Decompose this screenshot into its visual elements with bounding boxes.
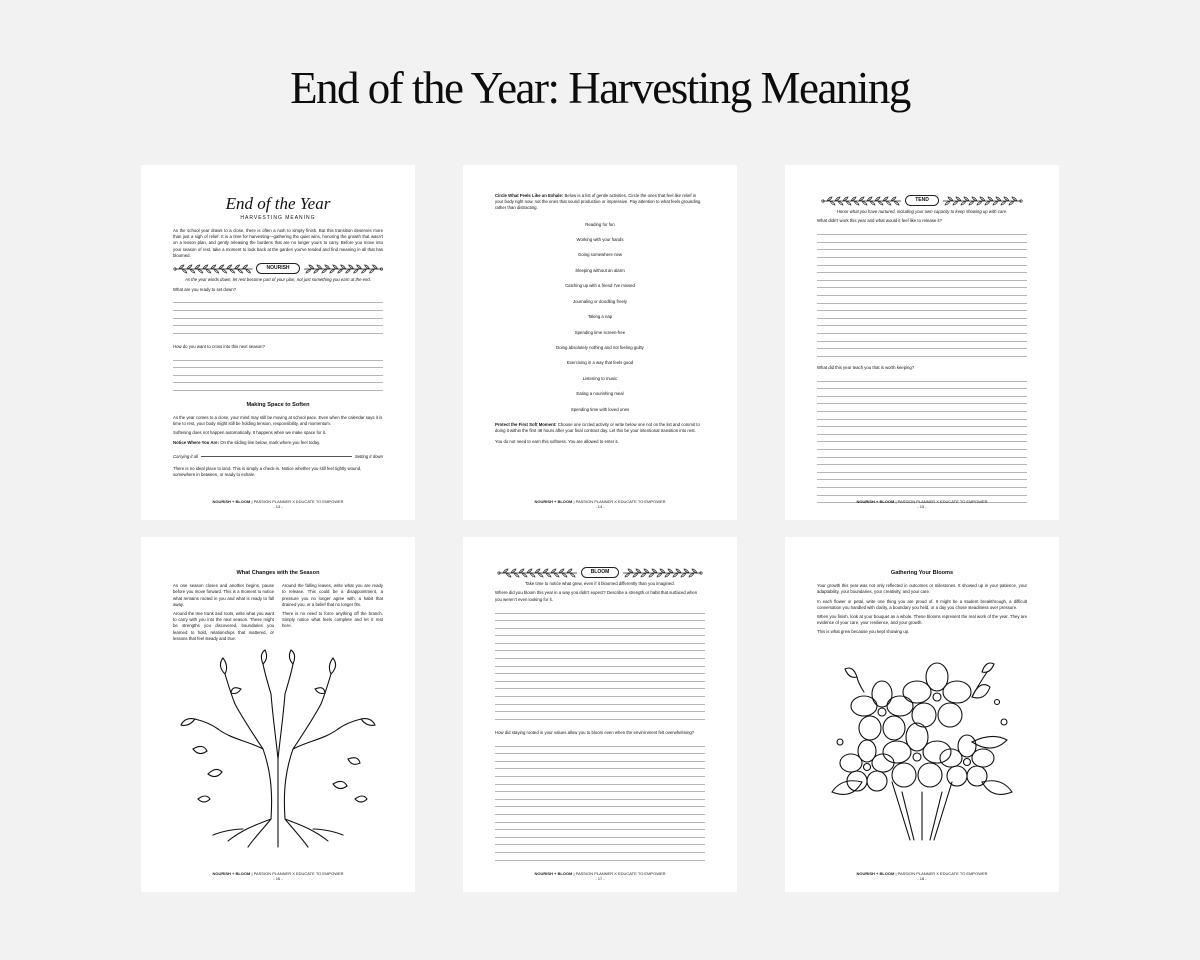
page-number: - 14 - [595,504,605,510]
writing-line[interactable] [495,659,705,667]
writing-line[interactable] [495,629,705,637]
writing-line[interactable] [817,420,1027,428]
paragraph: Around the tree trunk and roots, write what you want to carry with you into the next season. These might be strengths you discovered, boundaries you learned to hold, relationships that mattered, or lessons that feel steady and true. [173,610,274,641]
intro-text: As the school year draws to a close, there is often a rush to simply finish. But this transition deserves more than just a sigh of relief. It is a time for harvesting—gathering the quiet wins, honoring the growth that wasn't on a lesson plan, and gently releasing the burdens that are no longer yours to carry. Before you move into your season of rest, take a moment to look back at the garden you've tended and find meaning in all that has bloomed. [173,227,383,258]
page-footer: NOURISH + BLOOM | PASSION PLANNER X EDUCATE TO EMPOWER - 17 - [534,870,666,882]
writing-line[interactable] [495,830,705,838]
writing-line[interactable] [817,319,1027,327]
writing-line[interactable] [495,754,705,762]
page-number: - 18 - [917,876,927,882]
paragraph: There is no need to force anything off the branch. Simply notice what feels complete and let it rest here. [282,610,383,629]
writing-line[interactable] [817,442,1027,450]
vine-left-icon [173,264,254,274]
writing-line[interactable] [817,450,1027,458]
closing-text: You do not need to earn this softness. You are allowed to enter it. [495,439,619,445]
writing-line[interactable] [817,374,1027,382]
writing-line[interactable] [495,705,705,713]
activity-item[interactable]: Eating a nourishing meal [576,391,624,397]
paragraph: As one season closes and another begins, pause before you move forward. This is a moment to notice what remains rooted in you and what is ready to fall away. [173,583,274,607]
activity-item[interactable]: Reading for fun [585,221,615,227]
main-title: End of the Year: Harvesting Meaning [290,63,910,113]
page-footer: NOURISH + BLOOM | PASSION PLANNER X EDUCATE TO EMPOWER - 14 - [534,498,666,510]
writing-line[interactable] [817,412,1027,420]
writing-line[interactable] [817,266,1027,274]
vine-divider [173,263,383,274]
writing-line[interactable] [817,389,1027,397]
paragraph: Around the falling leaves, write what you are ready to release. This could be a disappointment, a pressure you no longer agree with, a habit that drained you, or a belief that no longer fits. [282,583,383,607]
writing-line[interactable] [817,404,1027,412]
writing-line[interactable] [495,712,705,720]
slider-right-label: Setting it down [354,453,383,459]
page-number: - 17 - [595,876,605,882]
writing-line[interactable] [173,311,383,319]
notice-text: Notice Where You Are: On the sliding line below, mark where you feel today. [173,439,321,445]
vine-right-icon [302,264,383,274]
paragraph: In each flower or petal, write one thing you are proud of. It might be a student breakthrough, a difficult conversation you handled with clarity, a boundary you held, or a day you chose steadiness over pressure. [817,598,1027,610]
writing-line[interactable] [495,636,705,644]
writing-line[interactable] [817,435,1027,443]
activity-item[interactable]: Listening to music [582,375,618,381]
page-18 [785,537,1059,892]
writing-line[interactable] [173,296,383,304]
writing-line[interactable] [495,674,705,682]
page-number: - 15 - [917,504,927,510]
writing-line[interactable] [173,376,383,384]
section-heading: What Changes with the Season [236,570,320,576]
badge-caption: As the year winds down, let rest become part of your plan, not just something you earn at the end. [184,277,372,283]
writing-line[interactable] [817,228,1027,236]
page-number: - 16 - [273,876,283,882]
writing-line[interactable] [495,792,705,800]
paragraph: Your growth this year was not only reflected in outcomes or milestones. It showed up in your patience, your adaptability, your boundaries, your creativity, and your care. [817,583,1027,595]
writing-line[interactable] [817,304,1027,312]
page-footer: NOURISH + BLOOM | PASSION PLANNER X EDUCATE TO EMPOWER - 18 - [856,870,988,882]
activity-item[interactable]: Catching up with a friend I've missed [565,283,635,289]
writing-line[interactable] [817,326,1027,334]
writing-line[interactable] [495,689,705,697]
writing-line[interactable] [495,800,705,808]
two-columns [173,583,383,645]
section-heading: Gathering Your Blooms [890,570,954,576]
writing-line[interactable] [495,815,705,823]
tree-illustration[interactable] [173,649,383,849]
writing-line[interactable] [173,353,383,361]
writing-lines[interactable] [495,739,705,861]
paragraph: As the year comes to a close, your mind may still be moving at school pace. Even when the calendar says it is time to rest, your body might still be holding tension, responsibility, and momentum. [173,414,383,427]
nourish-badge: NOURISH [256,263,299,274]
writing-line[interactable] [817,427,1027,435]
paragraph: There is no ideal place to land. This is simply a check-in. Notice whether you still feel tightly wound, somewhere in between, or ready to exhale. [173,466,362,478]
writing-line[interactable] [817,288,1027,296]
writing-line[interactable] [495,606,705,614]
activity-list [495,222,705,413]
writing-line[interactable] [495,769,705,777]
activity-item[interactable]: Spending time screen-free [574,329,626,335]
writing-line[interactable] [495,651,705,659]
writing-line[interactable] [817,349,1027,357]
page-footer: NOURISH + BLOOM | PASSION PLANNER X EDUCATE TO EMPOWER - 16 - [212,870,344,882]
page-footer: NOURISH + BLOOM | PASSION PLANNER X EDUCATE TO EMPOWER - 13 - [212,498,344,510]
writing-line[interactable] [173,383,383,391]
badge-caption: Take time to notice what grew, even if it bloomed differently than you imagined. [525,581,675,587]
writing-line[interactable] [173,303,383,311]
page-14 [463,165,737,520]
writing-line[interactable] [817,397,1027,405]
page-13 [141,165,415,520]
page-16 [141,537,415,892]
tend-badge: TEND [905,195,939,206]
activity-item[interactable]: Sleeping without an alarm [575,267,625,273]
question-1: What didn't work this year and what would it feel like to release it? [817,218,943,224]
writing-line[interactable] [817,311,1027,319]
page-subtitle: HARVESTING MEANING [240,214,316,221]
writing-line[interactable] [173,361,383,369]
vine-left-icon [497,568,579,578]
writing-lines[interactable] [817,374,1027,503]
writing-line[interactable] [817,488,1027,496]
writing-line[interactable] [817,281,1027,289]
vine-right-icon [621,568,703,578]
slider-track[interactable] [201,456,352,457]
vine-left-icon [821,196,903,206]
writing-line[interactable] [495,747,705,755]
mood-slider[interactable] [173,454,383,460]
vine-right-icon [941,196,1023,206]
badge-caption: Honor what you have nurtured, including your own capacity to keep showing up with care. [836,209,1008,215]
writing-line[interactable] [495,667,705,675]
writing-line[interactable] [495,682,705,690]
bouquet-illustration[interactable] [822,642,1022,842]
protect-text: Protect the First Soft Moment: Choose one circled activity or write below one not on the list and commit to doing it within the first 48 hours after your final contract day. Let this be your intentional transition into rest. [495,421,700,434]
writing-line[interactable] [817,250,1027,258]
vine-divider [817,195,1027,206]
writing-line[interactable] [817,342,1027,350]
question-1: Where did you bloom this year in a way you didn't expect? Describe a strength or habit that surfaced when you weren't even looking for it. [495,590,698,602]
writing-line[interactable] [817,473,1027,481]
writing-line[interactable] [817,334,1027,342]
question-2: How do you want to cross into this next season? [173,343,265,349]
writing-line[interactable] [817,296,1027,304]
writing-line[interactable] [495,777,705,785]
writing-line[interactable] [495,807,705,815]
page-17 [463,537,737,892]
writing-line[interactable] [817,480,1027,488]
writing-line[interactable] [495,845,705,853]
writing-line[interactable] [495,853,705,861]
activity-item[interactable]: Working with your hands [576,237,624,243]
writing-line[interactable] [173,319,383,327]
writing-line[interactable] [173,368,383,376]
paragraph: This is what grew because you kept showing up. [817,629,910,635]
writing-line[interactable] [495,785,705,793]
section-heading: Making Space to Soften [246,401,310,408]
activity-item[interactable]: Going somewhere new [578,252,622,258]
activity-item[interactable]: Doing absolutely nothing and not feeling guilty [556,344,644,350]
writing-line[interactable] [817,458,1027,466]
writing-line[interactable] [495,644,705,652]
writing-line[interactable] [173,326,383,334]
writing-lines[interactable] [495,606,705,720]
activity-item[interactable]: Spending time with loved ones [570,406,630,412]
page-15 [785,165,1059,520]
page-title: End of the Year [225,194,331,213]
writing-lines[interactable] [173,296,383,334]
intro-text: Circle What Feels Like an Exhale: Below is a list of gentle activities. Circle the ones that feel like relief in your body right now, not the ones that sound productive or impressive. Pay attention to what feels grounding rather than distracting. [495,193,701,211]
bloom-badge: BLOOM [581,567,620,578]
writing-line[interactable] [817,273,1027,281]
writing-line[interactable] [495,762,705,770]
activity-item[interactable]: Journaling or doodling freely [573,298,627,304]
paragraph: When you finish, look at your bouquet as a whole. These blooms represent the real work of the year. They are evidence of your care, your resilience, and your growth. [817,613,1027,626]
slider-left-label: Carrying it all [173,453,199,459]
activity-item[interactable]: Taking a nap [587,314,613,320]
question-2: What did this year teach you that is worth keeping? [817,364,915,370]
writing-line[interactable] [817,382,1027,390]
writing-line[interactable] [817,243,1027,251]
vine-divider [495,567,705,578]
writing-line[interactable] [495,739,705,747]
writing-lines[interactable] [173,353,383,391]
question-1: What are you ready to set down? [173,286,237,292]
writing-line[interactable] [817,465,1027,473]
writing-line[interactable] [495,614,705,622]
writing-line[interactable] [817,235,1027,243]
paragraph: Softening does not happen automatically. It happens when we make space for it. [173,430,327,436]
writing-lines[interactable] [817,228,1027,357]
page-number: - 13 - [273,504,283,510]
writing-line[interactable] [495,697,705,705]
writing-line[interactable] [817,258,1027,266]
question-2: How did staying rooted in your values allow you to bloom even when the environment felt overwhelming? [495,729,695,735]
writing-line[interactable] [495,823,705,831]
page-footer: NOURISH + BLOOM | PASSION PLANNER X EDUCATE TO EMPOWER - 15 - [856,498,988,510]
writing-line[interactable] [495,838,705,846]
activity-item[interactable]: Exercising in a way that feels good [566,360,634,366]
writing-line[interactable] [495,621,705,629]
